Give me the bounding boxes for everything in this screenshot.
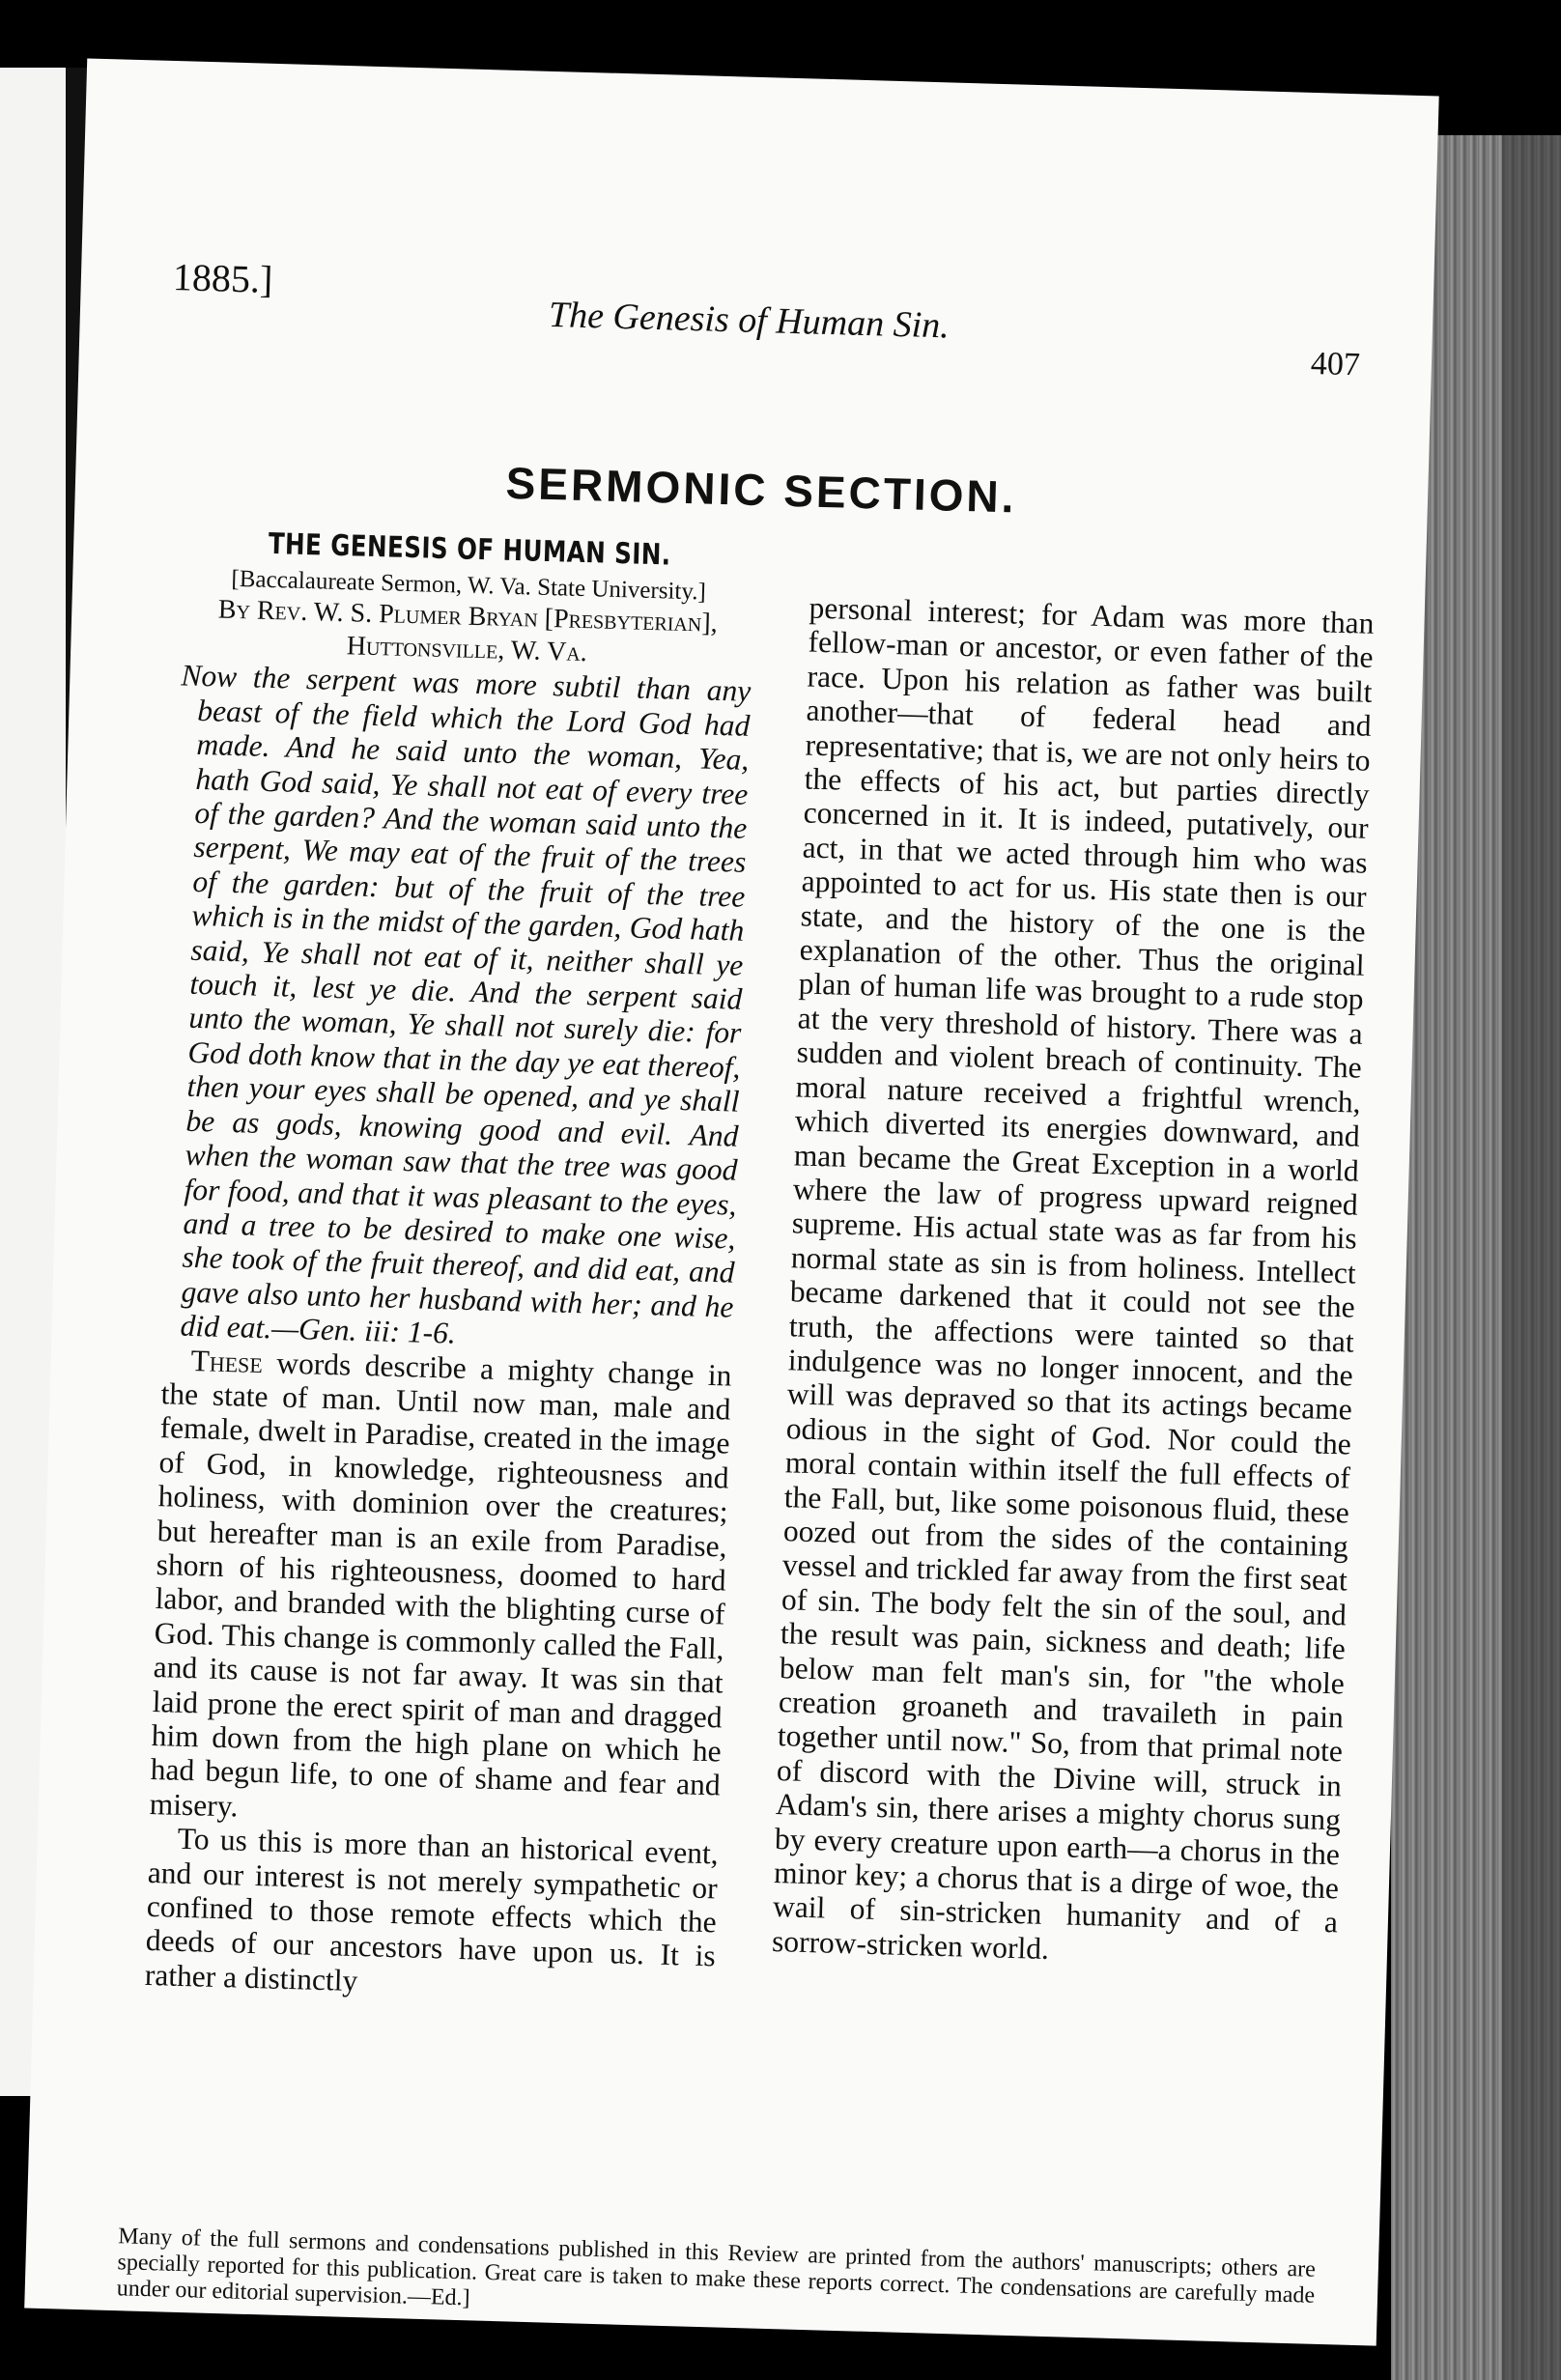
page-content bbox=[116, 61, 1396, 2344]
paragraph-1 bbox=[149, 1343, 732, 1837]
paragraph-1-text: words describe a mighty change in the state of man. Until now man, male and female, dwelt in Paradise, created in the image of God, in knowledge, righteousness and holiness, with dominion over the creatures; but hereafter man is an exile from Paradise, shorn of his righteousness, doomed to hard labor, and branded with the blighting curse of God. This change is commonly called the Fall, and its cause is not far away. It was sin that laid prone the erect spirit of man and dragged him down from the high plane on which he had begun life, to one of shame and fear and misery. bbox=[149, 1345, 732, 1824]
book-page bbox=[24, 58, 1439, 2345]
paragraph-2: To us this is more than an historical event, and our interest is not merely sympathetic or confined to those remote effects which the deeds of our ancestors have upon us. It is rather a distinctly bbox=[144, 1822, 720, 1998]
left-column bbox=[144, 524, 754, 2007]
page-number: 407 bbox=[1310, 345, 1361, 383]
article-subtitle: [Baccalaureate Sermon, W. Va. State University.] bbox=[231, 566, 707, 606]
right-column-text: personal interest; for Adam was more than fellow-man or ancestor, or even father of the race. Upon his relation as father was built another—that of federal head and representative; that is, we are not only heirs to the effects of his act, but parties directly concerned in it. It is indeed, putatively, our act, in that we acted through him who was appointed to act for us. His state then is our state, and the history of the one is the explanation of the other. Thus the original plan of human life was brought to a rude stop at the very threshold of history. There was a sudden and violent breach of continuity. The moral nature received a frightful wrench, which diverted its energies downward, and man became the Great Exception in a world where the law of progress upward reigned supreme. His actual state was as far from his normal state as sin is from holiness. Intellect became darkened that it could not see the truth, the affections were tainted so that indulgence was no longer innocent, and the will was depraved so that its actings became odious in the sight of God. Nor could the moral contain within itself the full effects of the Fall, but, like some poisonous fluid, these oozed out from the sides of the containing vessel and trickled far away from the first seat of sin. The body felt the sin of the soul, and the result was pain, sickness and death; life below man felt man's sin, for "the whole creation groaneth and travaileth in pain together until now." So, from that primal note of discord with the Divine will, struck in Adam's sin, there arises a mighty chorus sung by every creature upon earth—a chorus in the minor key; a chorus that is a dirge of woe, the wail of sin-stricken humanity and of a sorrow-stricken world. bbox=[771, 590, 1375, 1966]
paragraph-lead-word: These bbox=[190, 1343, 264, 1379]
scripture-epigraph: Now the serpent was more subtil than any beast of the field which the Lord God had made. And he said unto the woman, Yea, hath God said, Ye shall not eat of every tree of the garden? And the woman said unto the serpent, We may eat of the fruit of the trees of the garden: but of the fruit of the tree which is in the midst of the garden, God hath said, Ye shall not eat of it, neither shall ye touch it, lest ye die. And the serpent said unto the woman, Ye shall not surely die: for God doth know that in the day ye eat thereof, then your eyes shall be opened, and ye shall be as gods, knowing good and evil. And when the woman saw that the tree was good for food, and that it was pleasant to the eyes, and a tree to be desired to make one wise, she took of the fruit thereof, and did eat, and gave also unto her husband with her; and he did eat.—Gen. iii: 1-6. bbox=[180, 658, 752, 1350]
section-title: SERMONIC SECTION. bbox=[504, 457, 1018, 523]
editorial-footnote: Many of the full sermons and condensations published in this Review are printed from the authors' manuscripts; others are specially reported for this publication. Great care is taken to make these reports correct. The condensations are carefully made under our editorial supervision.—Ed.] bbox=[116, 2224, 1317, 2311]
page-edges-shadow bbox=[1502, 135, 1561, 2380]
header-year: 1885.] bbox=[172, 255, 273, 301]
article-title: THE GENESIS OF HUMAN SIN. bbox=[268, 526, 672, 573]
running-title: The Genesis of Human Sin. bbox=[548, 294, 951, 347]
right-column bbox=[772, 591, 1375, 1974]
article-author: By Rev. W. S. Plumer Bryan [Presbyterian], Huttonsville, W. Va. bbox=[217, 594, 719, 668]
